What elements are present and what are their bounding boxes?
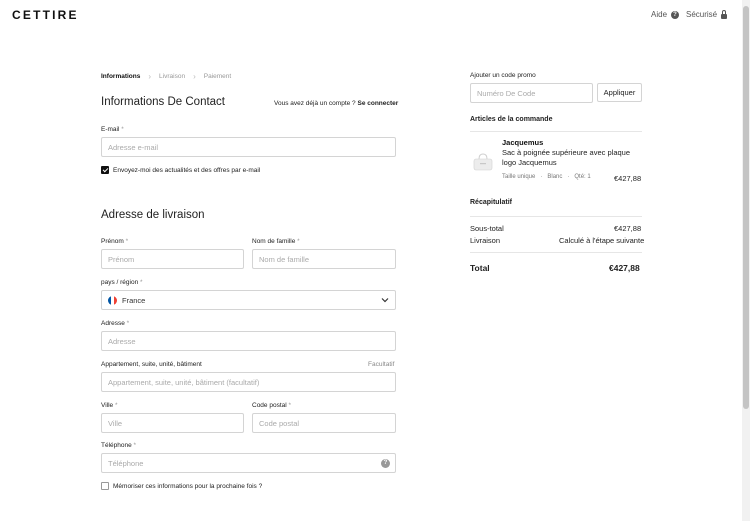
question-icon: ? [671, 11, 679, 19]
subtotal-value: €427,88 [614, 224, 642, 233]
email-label [101, 126, 124, 133]
country-label-text: pays / région [101, 279, 139, 286]
france-flag-icon [108, 296, 117, 305]
promo-input[interactable] [471, 89, 592, 98]
required-marker: * [125, 238, 129, 245]
product-name-line1: Sac à poignée supérieure avec plaque [502, 148, 631, 157]
newsletter-checkbox[interactable] [101, 166, 109, 174]
breadcrumb-livraison[interactable]: Livraison [159, 73, 186, 80]
required-marker: * [126, 320, 130, 327]
breadcrumb [101, 72, 231, 81]
promo-field[interactable] [470, 83, 593, 103]
last-name-field[interactable] [252, 249, 396, 269]
city-field[interactable] [101, 413, 244, 433]
brand-logo[interactable]: CETTIRE [12, 8, 79, 22]
city-label [101, 402, 118, 409]
required-marker: * [133, 442, 137, 449]
shipping-title: Adresse de livraison [101, 209, 205, 221]
address-field[interactable] [101, 331, 396, 351]
total-label: Total [470, 263, 490, 273]
apt-label: Appartement, suite, unité, bâtiment [101, 361, 202, 368]
breadcrumb-paiement[interactable]: Paiement [203, 73, 232, 80]
secure-indicator [686, 10, 727, 19]
city-input[interactable] [102, 419, 243, 428]
address-label [101, 320, 129, 327]
help-label: Aide [651, 10, 668, 19]
first-name-label-text: Prénom [101, 238, 124, 245]
last-name-input[interactable] [253, 255, 395, 264]
required-marker: * [114, 402, 118, 409]
chevron-down-icon [381, 297, 389, 303]
remember-label: Mémoriser ces informations pour la prochaine fois ? [113, 483, 263, 490]
phone-label [101, 442, 136, 449]
email-input[interactable] [102, 143, 395, 152]
chevron-right-icon: › [148, 72, 152, 81]
account-prompt [274, 100, 398, 107]
total-value: €427,88 [609, 263, 640, 273]
separator: · [540, 174, 543, 180]
product-image [472, 153, 494, 171]
product-brand: Jacquemus [502, 138, 544, 147]
phone-label-text: Téléphone [101, 442, 132, 449]
product-meta [502, 174, 591, 180]
required-marker: * [297, 238, 300, 245]
first-name-input[interactable] [102, 255, 243, 264]
phone-input[interactable] [102, 459, 381, 468]
secure-label: Sécurisé [686, 10, 718, 19]
last-name-label [252, 238, 300, 245]
required-marker: * [121, 126, 124, 133]
apply-promo-button[interactable]: Appliquer [597, 83, 642, 102]
product-name-line2: logo Jacquemus [502, 158, 557, 167]
divider [470, 252, 642, 253]
apt-optional-label: Facultatif [368, 361, 395, 368]
subtotal-label: Sous-total [470, 224, 504, 233]
account-prompt-text: Vous avez déjà un compte ? [274, 100, 356, 107]
login-link[interactable]: Se connecter [357, 100, 399, 107]
phone-field[interactable] [101, 453, 396, 473]
email-field[interactable] [101, 137, 396, 157]
items-title: Articles de la commande [470, 116, 553, 123]
scrollbar-thumb[interactable] [743, 6, 749, 409]
divider [470, 216, 642, 217]
contact-title: Informations De Contact [101, 96, 226, 108]
product-size: Taille unique [502, 174, 536, 180]
required-marker: * [288, 402, 292, 409]
first-name-label [101, 238, 128, 245]
country-label [101, 279, 143, 286]
remember-checkbox[interactable] [101, 482, 109, 490]
postal-field[interactable] [252, 413, 396, 433]
newsletter-label: Envoyez-moi des actualités et des offres par e-mail [113, 167, 261, 174]
apt-input[interactable] [102, 378, 395, 387]
email-label-text: E-mail [101, 126, 120, 133]
country-value: France [122, 295, 146, 305]
breadcrumb-informations[interactable]: Informations [101, 73, 141, 80]
city-label-text: Ville [101, 402, 114, 409]
address-input[interactable] [102, 337, 395, 346]
last-name-label-text: Nom de famille [252, 238, 296, 245]
summary-title: Récapitulatif [470, 199, 513, 206]
address-label-text: Adresse [101, 320, 125, 327]
product-qty: Qté: 1 [574, 174, 591, 180]
help-link[interactable] [651, 10, 679, 19]
promo-label: Ajouter un code promo [470, 72, 536, 79]
lock-icon [721, 14, 727, 19]
postal-label-text: Code postal [252, 402, 287, 409]
product-color: Blanc [547, 174, 563, 180]
help-icon[interactable]: ? [381, 459, 390, 468]
shipping-cost-value: Calculé à l'étape suivante [559, 236, 645, 245]
shipping-cost-label: Livraison [470, 236, 501, 245]
chevron-right-icon: › [193, 72, 196, 81]
postal-input[interactable] [253, 419, 395, 428]
required-marker: * [140, 279, 143, 286]
divider [470, 131, 642, 132]
country-select[interactable] [101, 290, 396, 310]
postal-label [252, 402, 291, 409]
apt-field[interactable] [101, 372, 396, 392]
product-price: €427,88 [614, 174, 642, 183]
separator: · [567, 174, 570, 180]
first-name-field[interactable] [101, 249, 244, 269]
